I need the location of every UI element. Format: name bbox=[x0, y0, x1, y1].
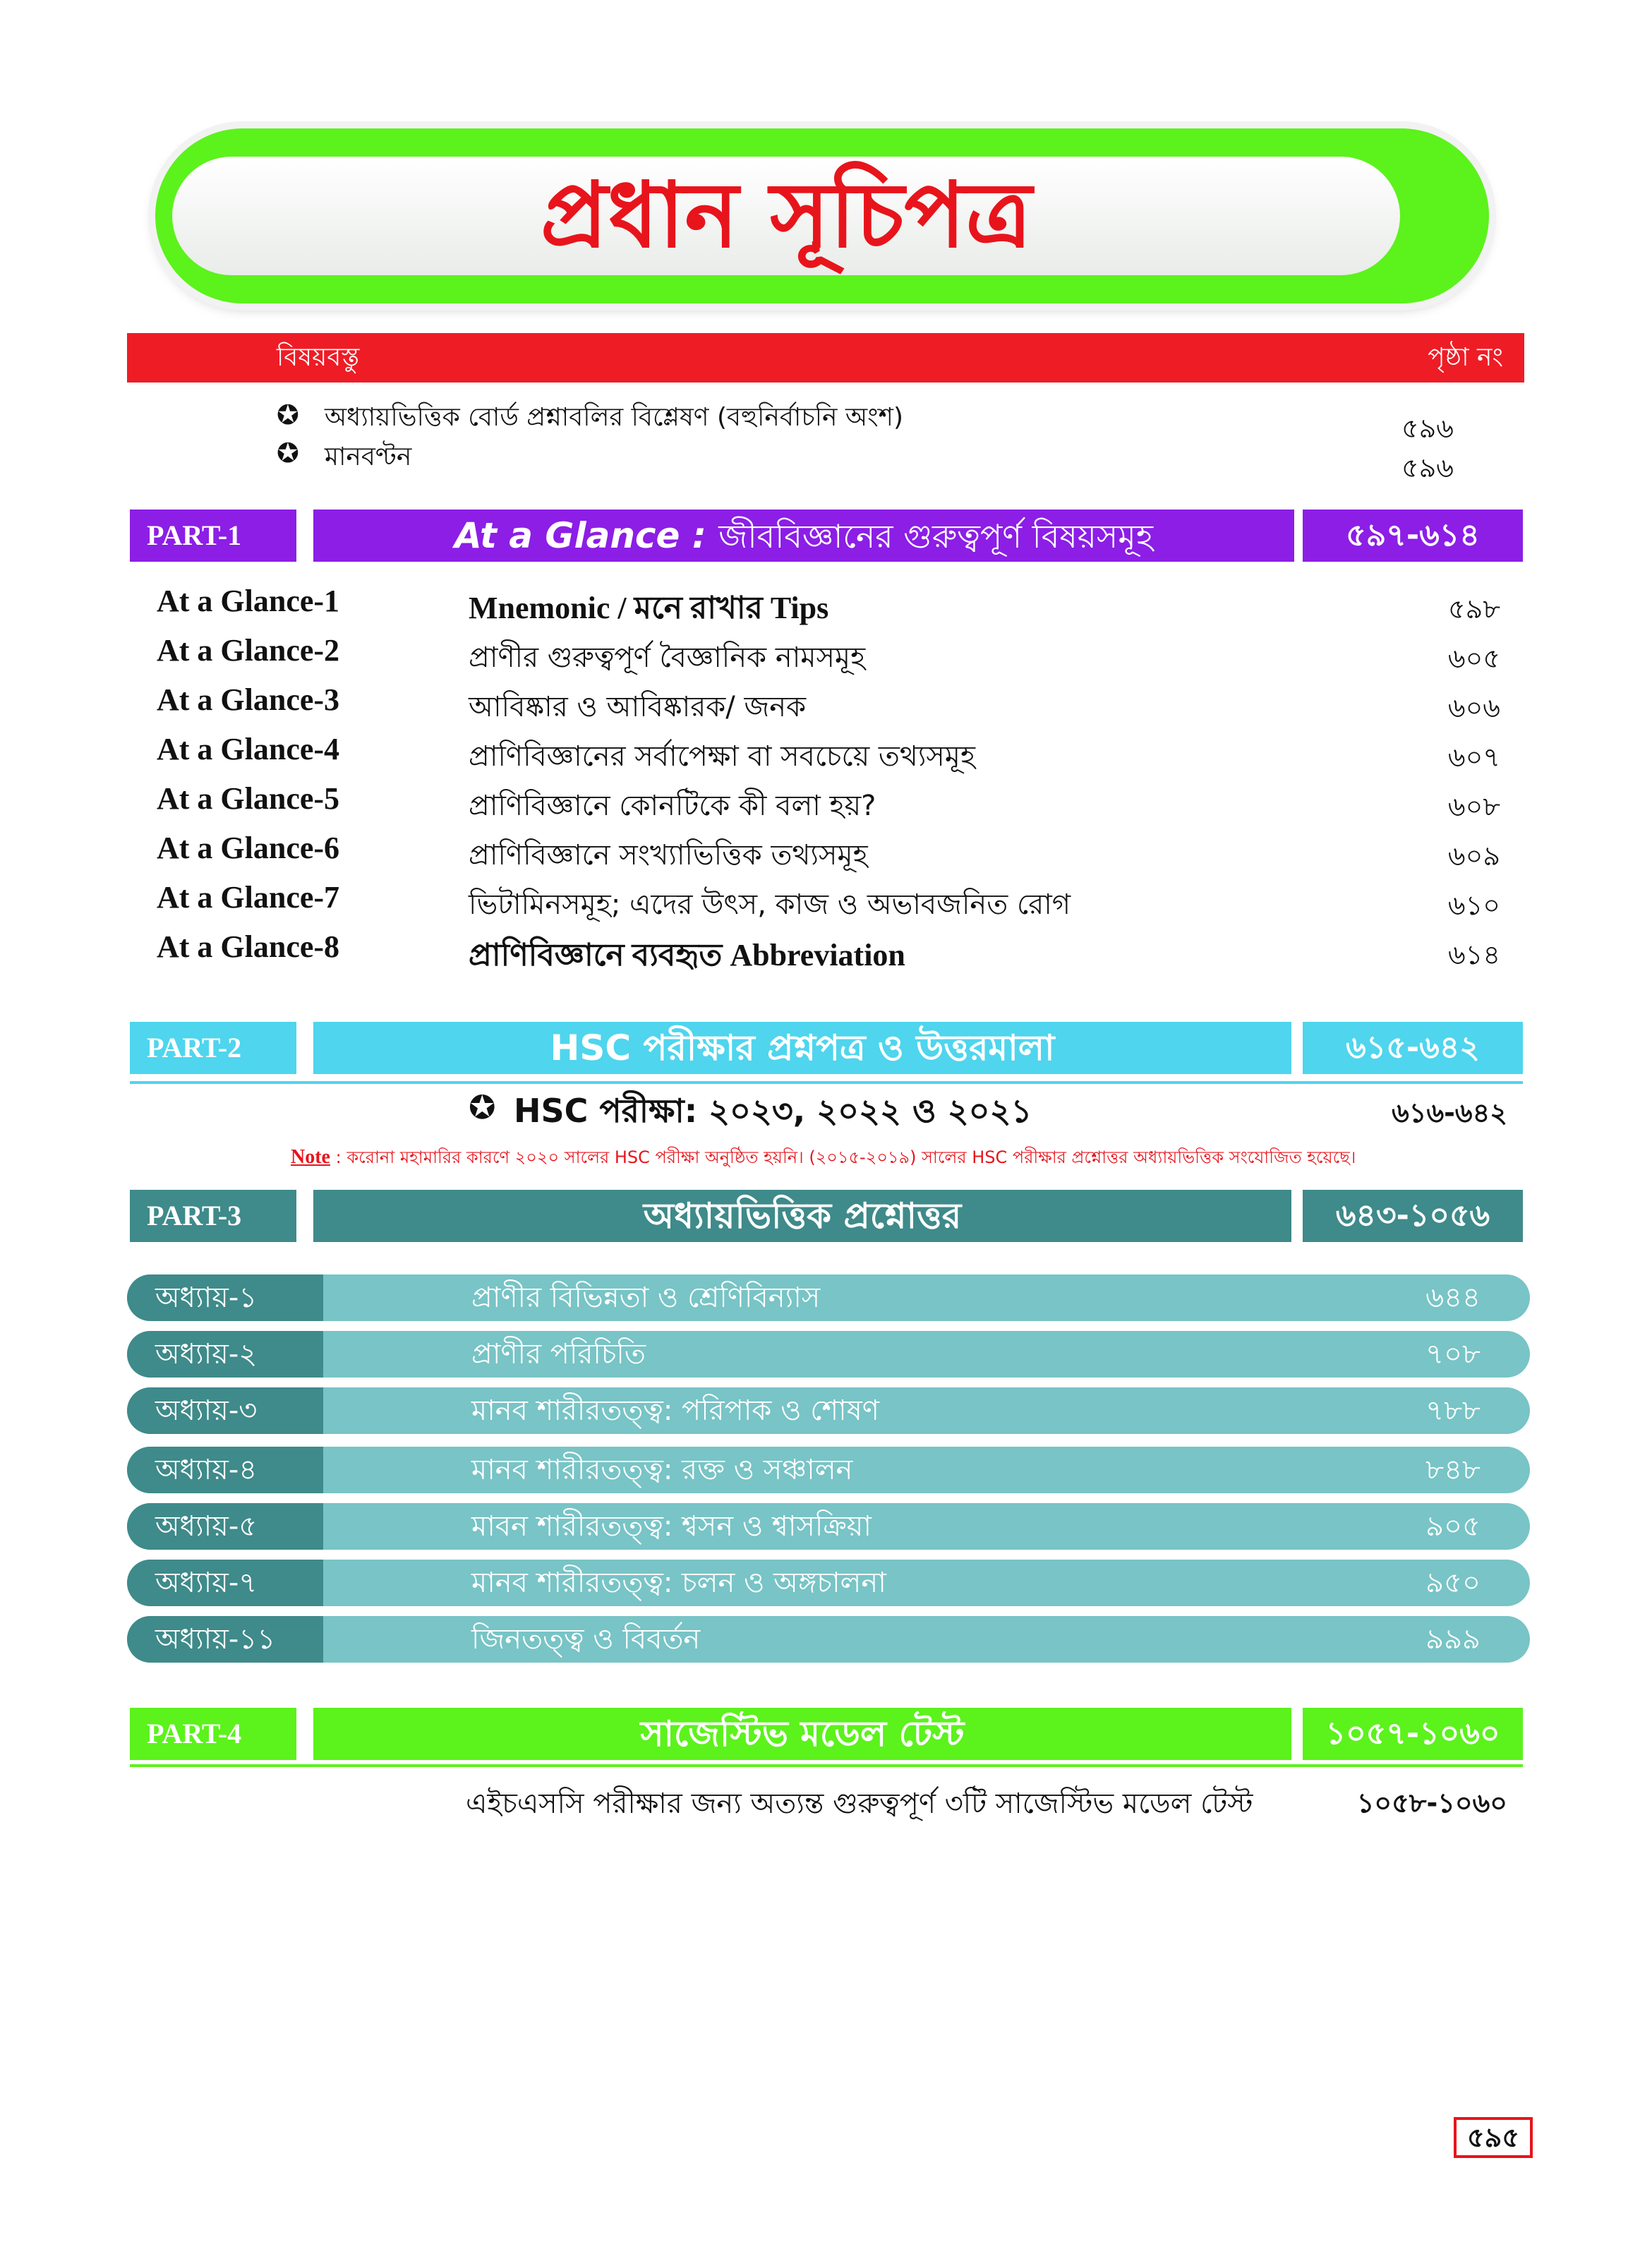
glance-page: ৬১০ bbox=[1447, 890, 1500, 921]
glance-label: At a Glance-1 bbox=[157, 584, 340, 618]
part3-range: ৬৪৩-১০৫৬ bbox=[1303, 1190, 1523, 1242]
chapter-number: অধ্যায়-১ bbox=[127, 1274, 323, 1321]
part1-label: PART-1 bbox=[130, 510, 296, 562]
star-bullet-icon: ✪ bbox=[469, 1088, 496, 1126]
chapter-page: ৯০৫ bbox=[1425, 1510, 1481, 1543]
chapter-title: মানব শারীরতত্ত্ব: চলন ও অঙ্গচালনা bbox=[471, 1567, 886, 1599]
glance-title: প্রাণিবিজ্ঞানের সর্বাপেক্ষা বা সবচেয়ে তথ্যসমূহ bbox=[469, 740, 976, 773]
chapter-title: জিনতত্ত্ব ও বিবর্তন bbox=[471, 1623, 701, 1656]
glance-label: At a Glance-4 bbox=[157, 732, 340, 766]
note-text: : করোনা মহামারির কারণে ২০২০ সালের HSC পরীক্ষা অনুষ্ঠিত হয়নি। (২০১৫-২০১৯) সালের HSC পরীক্ষার প্রশ্নোত্তর অধ্যায়ভিত্তিক সংযোজিত হয়েছে। bbox=[335, 1147, 1356, 1167]
intro-item-marks: মানবণ্টন bbox=[325, 442, 412, 471]
chapter-page: ৮৪৮ bbox=[1425, 1454, 1481, 1486]
glance-page: ৬০৭ bbox=[1447, 742, 1500, 773]
chapter-page: ৯৯৯ bbox=[1425, 1623, 1481, 1656]
chapter-title: মানব শারীরতত্ত্ব: পরিপাক ও শোষণ bbox=[471, 1394, 879, 1427]
chapter-title: মানব শারীরতত্ত্ব: রক্ত ও সঞ্চালন bbox=[471, 1454, 853, 1486]
glance-label: At a Glance-2 bbox=[157, 633, 340, 668]
glance-page: ৫৯৮ bbox=[1448, 593, 1500, 625]
glance-page: ৬১৪ bbox=[1447, 939, 1500, 970]
page-number: ৫৯৫ bbox=[1454, 2117, 1533, 2158]
part3-title: অধ্যায়ভিত্তিক প্রশ্নোত্তর bbox=[313, 1190, 1291, 1242]
part2-item-page: ৬১৬-৬৪২ bbox=[1392, 1097, 1507, 1128]
glance-title: প্রাণিবিজ্ঞানে সংখ্যাভিত্তিক তথ্যসমূহ bbox=[469, 839, 868, 872]
intro-item-analysis-page: ৫৯৬ bbox=[1401, 413, 1454, 444]
part4-item-page: ১০৫৮-১০৬০ bbox=[1356, 1788, 1507, 1819]
part2-label: PART-2 bbox=[130, 1022, 296, 1074]
glance-title: Mnemonic / মনে রাখার Tips bbox=[469, 591, 829, 625]
chapter-row bbox=[127, 1503, 1530, 1550]
glance-page: ৬০৯ bbox=[1447, 840, 1500, 872]
glance-title: প্রাণিবিজ্ঞানে কোনটিকে কী বলা হয়? bbox=[469, 790, 876, 822]
glance-label: At a Glance-6 bbox=[157, 831, 340, 865]
chapter-page: ৭৮৮ bbox=[1425, 1394, 1481, 1427]
part4-range: ১০৫৭-১০৬০ bbox=[1303, 1708, 1523, 1760]
intro-item-marks-page: ৫৯৬ bbox=[1401, 452, 1454, 483]
glance-page: ৬০৮ bbox=[1447, 791, 1500, 822]
part2-title: HSC পরীক্ষার প্রশ্নপত্র ও উত্তরমালা bbox=[313, 1022, 1291, 1074]
part4-title: সাজেস্টিভ মডেল টেস্ট bbox=[313, 1708, 1291, 1760]
part1-title-bar bbox=[313, 510, 1294, 562]
header-subject-label: বিষয়বস্তু bbox=[277, 343, 360, 372]
chapter-row bbox=[127, 1331, 1530, 1378]
star-bullet-icon: ✪ bbox=[277, 438, 299, 469]
chapter-row bbox=[127, 1560, 1530, 1606]
chapter-number: অধ্যায়-২ bbox=[127, 1331, 323, 1378]
glance-title: প্রাণীর গুরুত্বপূর্ণ বৈজ্ঞানিক নামসমূহ bbox=[469, 641, 866, 674]
glance-label: At a Glance-7 bbox=[157, 880, 340, 915]
part2-range: ৬১৫-৬৪২ bbox=[1303, 1022, 1523, 1074]
part2-item: HSC পরীক্ষা: ২০২৩, ২০২২ ও ২০২১ bbox=[514, 1092, 1032, 1130]
part3-label: PART-3 bbox=[130, 1190, 296, 1242]
part2-note bbox=[291, 1145, 1490, 1173]
part4-item: এইচএসসি পরীক্ষার জন্য অত্যন্ত গুরুত্বপূর্ণ ৩টি সাজেস্টিভ মডেল টেস্ট bbox=[466, 1788, 1253, 1820]
chapter-row bbox=[127, 1616, 1530, 1663]
part4-label: PART-4 bbox=[130, 1708, 296, 1760]
part4-divider bbox=[130, 1764, 1523, 1767]
chapter-row bbox=[127, 1274, 1530, 1321]
chapter-page: ৭০৮ bbox=[1425, 1338, 1481, 1370]
star-bullet-icon: ✪ bbox=[277, 399, 299, 430]
chapter-number: অধ্যায়-৭ bbox=[127, 1560, 323, 1606]
part1-range: ৫৯৭-৬১৪ bbox=[1303, 510, 1523, 562]
glance-title: আবিষ্কার ও আবিষ্কারক/ জনক bbox=[469, 691, 807, 723]
chapter-number: অধ্যায়-১১ bbox=[127, 1616, 323, 1663]
chapter-title: প্রাণীর পরিচিতি bbox=[471, 1338, 646, 1370]
chapter-number: অধ্যায়-৪ bbox=[127, 1447, 323, 1493]
glance-page: ৬০৫ bbox=[1447, 643, 1500, 674]
chapter-title: মাবন শারীরতত্ত্ব: শ্বসন ও শ্বাসক্রিয়া bbox=[471, 1510, 872, 1543]
glance-label: At a Glance-5 bbox=[157, 781, 340, 816]
glance-label: At a Glance-3 bbox=[157, 682, 340, 717]
part1-title-bn: জীববিজ্ঞানের গুরুত্বপূর্ণ বিষয়সমূহ bbox=[718, 517, 1153, 555]
glance-title: ভিটামিনসমূহ; এদের উৎস, কাজ ও অভাবজনিত রোগ bbox=[469, 888, 1071, 921]
contents-header bbox=[127, 333, 1524, 382]
glance-label: At a Glance-8 bbox=[157, 929, 340, 964]
part2-divider bbox=[130, 1081, 1523, 1084]
note-label: Note bbox=[291, 1146, 330, 1168]
chapter-row bbox=[127, 1387, 1530, 1434]
header-page-label: পৃষ্ঠা নং bbox=[1428, 343, 1503, 372]
chapter-number: অধ্যায়-৫ bbox=[127, 1503, 323, 1550]
chapter-title: প্রাণীর বিভিন্নতা ও শ্রেণিবিন্যাস bbox=[471, 1282, 821, 1314]
part1-title-en: At a Glance : bbox=[454, 515, 706, 556]
chapter-number: অধ্যায়-৩ bbox=[127, 1387, 323, 1434]
chapter-row bbox=[127, 1447, 1530, 1493]
intro-item-analysis: অধ্যায়ভিত্তিক বোর্ড প্রশ্নাবলির বিশ্লেষণ (বহুনির্বাচনি অংশ) bbox=[325, 403, 904, 432]
chapter-page: ৬৪৪ bbox=[1425, 1282, 1481, 1314]
glance-title: প্রাণিবিজ্ঞানে ব্যবহৃত Abbreviation bbox=[469, 938, 905, 972]
chapter-page: ৯৫০ bbox=[1425, 1567, 1481, 1599]
glance-page: ৬০৬ bbox=[1447, 692, 1500, 723]
page-title: প্রধান সূচিপত্র bbox=[540, 163, 1032, 268]
